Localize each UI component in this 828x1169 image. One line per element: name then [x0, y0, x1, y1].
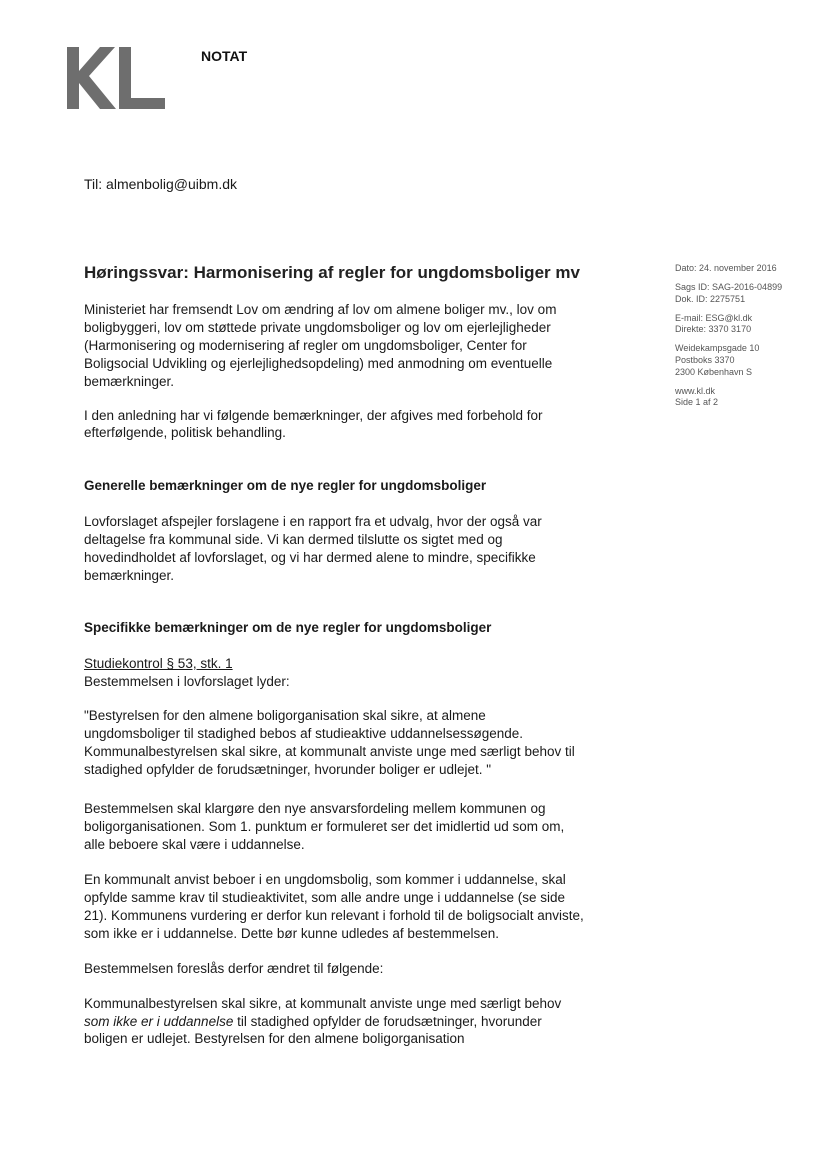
document-title: Høringssvar: Harmonisering af regler for ungdomsboliger mv — [84, 263, 580, 282]
proposal-paragraph: Bestemmelsen foreslås derfor ændret til følgende: — [84, 960, 384, 976]
address-line: Weidekampsgade 10 — [675, 343, 760, 354]
proposed-wording-part2: til stadighed opfylder de forudsætninger, hvorunder boligen er udlejet. Bestyrelsen for den almene boligorganisation — [84, 1013, 542, 1047]
email-label: E-mail: — [675, 312, 704, 323]
email-value[interactable]: ESG@kl.dk — [705, 312, 753, 323]
tenant-paragraph: En kommunalt anvist beboer i en ungdomsbolig, som kommer i uddannelse, skal opfylde samme krav til studieaktivitet, som alle andre unge i uddannelse (se side 21). Kommunens vurdering er derfor kun relevant i forhold til de boligsocialt anviste, som ikke er i uddannelse. Dette bør kunne udledes af bestemmelsen. — [84, 872, 584, 941]
reservation-paragraph: I den anledning har vi følgende bemærkninger, der afgives med forbehold for efterfølgende, politisk behandling. — [84, 407, 543, 441]
provision-intro: Bestemmelsen i lovforslaget lyder: — [84, 673, 290, 689]
website-link[interactable]: www.kl.dk — [675, 385, 716, 396]
general-remarks-heading: Generelle bemærkninger om de nye regler for ungdomsboliger — [84, 478, 487, 494]
sags-id-value: SAG-2016-04899 — [712, 282, 783, 293]
phone-label: Direkte: — [675, 324, 707, 335]
recipient-label: Til: — [84, 176, 103, 192]
dok-id-label: Dok. ID: — [675, 293, 708, 304]
subheading-study-control: Studiekontrol § 53, stk. 1 — [84, 655, 233, 671]
recipient-line — [84, 176, 237, 192]
page-number: Side 1 af 2 — [675, 397, 719, 408]
document-type: NOTAT — [201, 48, 248, 64]
recipient-email[interactable]: almenbolig@uibm.dk — [106, 176, 237, 192]
sags-id-label: Sags ID: — [675, 282, 710, 293]
provision-quote: "Bestyrelsen for den almene boligorganisation skal sikre, at almene ungdomsboliger til stadighed bebos af studieaktive uddannelsessøgende. Kommunalbestyrelsen skal sikre, at kommunalt anviste unge med særligt behov til stadighed opfylder de forudsætninger, hvorunder boliger er udlejet. " — [84, 707, 575, 777]
document-metadata: Dato: 24. november 2016 Sags ID: SAG-2016-04899 Dok. ID: 2275751 E-mail: ESG@kl.dk Direkte: 3370 3170 Weidekampsgade 10 Postboks 3370 2300 København S www.kl.dk Side 1 af 2 — [675, 263, 820, 416]
date-label: Dato — [675, 263, 695, 273]
address-line: 2300 København S — [675, 366, 753, 377]
document-body — [84, 262, 584, 1048]
specific-remarks-heading: Specifikke bemærkninger om de nye regler for ungdomsboliger — [84, 619, 492, 635]
general-remarks-paragraph: Lovforslaget afspejler forslagene i en rapport fra et udvalg, hvor der også var deltagelse fra kommunal side. Vi kan dermed tilslutte os sigtet med og hovedindholdet af lovforslaget, og vi har dermed alene to mindre, specifikke bemærkninger. — [84, 514, 542, 584]
dok-id-value: 2275751 — [710, 293, 746, 304]
proposed-wording-paragraph — [84, 995, 584, 1049]
kl-logo — [67, 47, 167, 109]
intro-paragraph: Ministeriet har fremsendt Lov om ændring af lov om almene boliger mv., lov om boligbyggeri, lov om støttede private ungdomsboliger og lov om ejerlejligheder (Harmonisering og modernisering af regler om ungdomsboliger, Center for Boligsocial Udvikling og ejerlejlighedsopdeling) med anmodning om eventuelle bemærkninger. — [84, 302, 557, 389]
proposed-wording-emphasis: som ikke er i uddannelse — [84, 1013, 234, 1029]
clarification-paragraph: Bestemmelsen skal klargøre den nye ansvarsfordeling mellem kommunen og boligorganisationen. Som 1. punktum er formuleret ser det imidlertid ud som om, alle beboere skal være i uddannelse. — [84, 801, 565, 853]
date-value: 24. november 2016 — [699, 263, 777, 273]
phone-value: 3370 3170 — [708, 324, 752, 335]
proposed-wording-part1: Kommunalbestyrelsen skal sikre, at kommunalt anviste unge med særligt behov — [84, 995, 562, 1011]
address-line: Postboks 3370 — [675, 355, 735, 366]
